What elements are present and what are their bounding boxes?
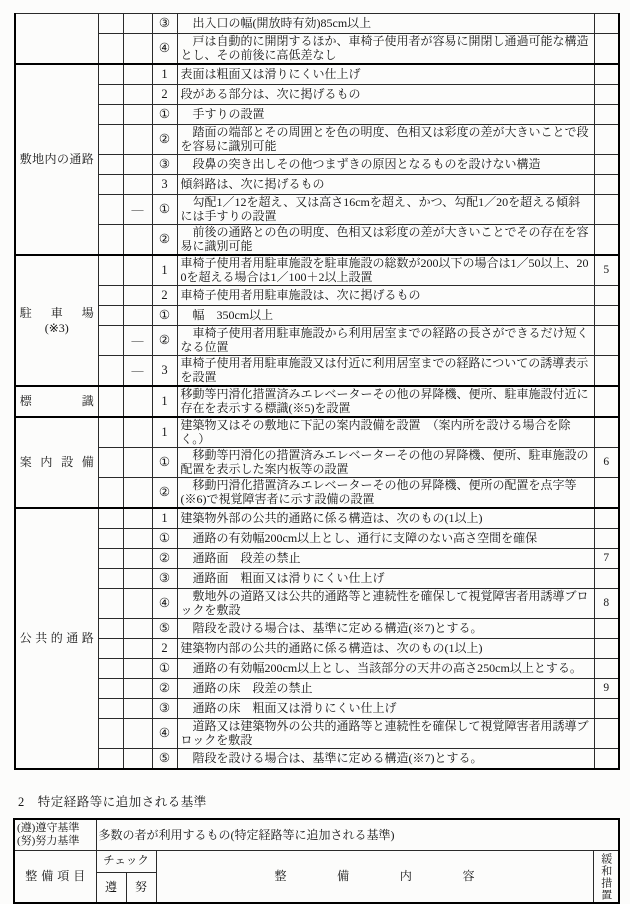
check-compliance-cell — [98, 34, 123, 65]
table-row — [15, 306, 619, 326]
relaxation-number-cell — [594, 749, 619, 770]
check-compliance-cell — [98, 679, 123, 699]
check-compliance-cell — [98, 749, 123, 770]
table-row — [15, 195, 619, 225]
check-effort-cell — [123, 699, 152, 719]
check-compliance-cell — [98, 719, 123, 749]
check-effort-cell — [123, 386, 152, 417]
table-row — [15, 589, 619, 619]
relaxation-number-cell — [594, 659, 619, 679]
relaxation-number-cell: 7 — [594, 549, 619, 569]
requirement-text-cell: 階段を設ける場合は、基準に定める構造(※7)とする。 — [177, 619, 594, 639]
item-number-cell: ④ — [152, 589, 177, 619]
relaxation-number-cell — [594, 478, 619, 509]
check-compliance-cell — [98, 175, 123, 195]
check-effort-cell — [123, 306, 152, 326]
check-compliance-cell — [98, 255, 123, 286]
item-number-cell: 2 — [152, 85, 177, 105]
check-effort-cell — [123, 569, 152, 589]
scope-cell: 多数の者が利用するもの(特定経路等に追加される基準) — [96, 819, 619, 851]
relaxation-number-cell — [594, 14, 619, 34]
check-effort-cell — [123, 125, 152, 155]
item-number-cell: 1 — [152, 64, 177, 85]
requirement-text-cell: 段がある部分は、次に掲げるもの — [177, 85, 594, 105]
requirement-text-cell: 車椅子使用者用駐車施設を駐車施設の総数が200以下の場合は1／50以上、200を超える場合は1／100＋2以上設置 — [177, 255, 594, 286]
check-compliance-cell — [98, 306, 123, 326]
table-row — [15, 225, 619, 256]
item-number-cell: ① — [152, 195, 177, 225]
requirement-text-cell: 敷地外の道路又は公共的通路等と連続性を確保して視覚障害者用誘導ブロックを敷設 — [177, 589, 594, 619]
table-row — [14, 819, 619, 851]
table-row — [15, 448, 619, 478]
relaxation-number-cell — [594, 639, 619, 659]
check-compliance-cell — [98, 529, 123, 549]
item-header-cell — [14, 851, 96, 904]
table-row — [15, 64, 619, 85]
check-compliance-cell — [98, 64, 123, 85]
relaxation-number-cell — [594, 529, 619, 549]
table-row — [15, 639, 619, 659]
check-compliance-cell — [98, 326, 123, 356]
table-row — [15, 417, 619, 448]
relaxation-number-cell: 9 — [594, 679, 619, 699]
requirement-text-cell: 通路の床 粗面又は滑りにくい仕上げ — [177, 699, 594, 719]
item-number-cell: 2 — [152, 286, 177, 306]
check-col-compliance: 遵 — [96, 873, 126, 904]
check-compliance-cell — [98, 14, 123, 34]
item-number-cell: ④ — [152, 719, 177, 749]
requirement-text-cell: 前後の通路との色の明度、色相又は彩度の差が大きいことでその存在を容易に識別可能 — [177, 225, 594, 256]
item-number-cell: ① — [152, 659, 177, 679]
requirement-text-cell: 手すりの設置 — [177, 105, 594, 125]
table-row — [15, 356, 619, 387]
relaxation-number-cell — [594, 306, 619, 326]
requirement-text-cell: 表面は粗面又は滑りにくい仕上げ — [177, 64, 594, 85]
check-effort-cell — [123, 448, 152, 478]
check-effort-cell: ― — [123, 326, 152, 356]
requirement-text-cell: 階段を設ける場合は、基準に定める構造(※7)とする。 — [177, 749, 594, 770]
check-effort-cell — [123, 64, 152, 85]
check-effort-cell — [123, 34, 152, 65]
category-label: 案内設備 — [19, 455, 94, 469]
item-number-cell: ③ — [152, 569, 177, 589]
check-compliance-cell — [98, 569, 123, 589]
relaxation-header-label: 緩和措置 — [599, 852, 612, 901]
item-number-cell: ② — [152, 326, 177, 356]
item-number-cell: ③ — [152, 14, 177, 34]
check-compliance-cell — [98, 225, 123, 256]
requirement-text-cell: 勾配1／12を超え、又は高さ16cmを超え、かつ、勾配1／20を超える傾斜には手すりの設置 — [177, 195, 594, 225]
requirement-text-cell: 通路の床 段差の禁止 — [177, 679, 594, 699]
category-cell — [15, 508, 98, 769]
requirement-text-cell: 車椅子使用者用駐車施設は、次に掲げるもの — [177, 286, 594, 306]
item-number-cell: 1 — [152, 255, 177, 286]
item-number-cell: 3 — [152, 175, 177, 195]
relaxation-number-cell — [594, 34, 619, 65]
table-row — [15, 326, 619, 356]
legend-cell — [14, 819, 96, 851]
relaxation-number-cell — [594, 356, 619, 387]
item-number-cell: ① — [152, 529, 177, 549]
requirement-text-cell: 建築物内部の公共的通路に係る構造は、次のもの(1以上) — [177, 639, 594, 659]
table-row — [15, 549, 619, 569]
table-row — [15, 699, 619, 719]
relaxation-number-cell — [594, 719, 619, 749]
check-effort-cell — [123, 719, 152, 749]
check-compliance-cell — [98, 417, 123, 448]
check-compliance-cell — [98, 195, 123, 225]
table-row — [15, 286, 619, 306]
relaxation-number-cell — [594, 85, 619, 105]
category-cell — [15, 64, 98, 255]
requirement-text-cell: 傾斜路は、次に掲げるもの — [177, 175, 594, 195]
check-compliance-cell — [98, 356, 123, 387]
item-number-cell: 2 — [152, 639, 177, 659]
check-compliance-cell — [98, 448, 123, 478]
item-number-cell: ② — [152, 478, 177, 509]
table-row — [15, 659, 619, 679]
check-effort-cell — [123, 175, 152, 195]
item-number-cell: ② — [152, 125, 177, 155]
relaxation-number-cell — [594, 417, 619, 448]
item-number-cell: ② — [152, 225, 177, 256]
table-row — [15, 85, 619, 105]
relaxation-number-cell: 6 — [594, 448, 619, 478]
content-header-cell — [156, 851, 593, 904]
requirement-text-cell: 段鼻の突き出しその他つまずきの原因となるものを設けない構造 — [177, 155, 594, 175]
table-row — [15, 155, 619, 175]
item-number-cell: 1 — [152, 386, 177, 417]
relaxation-number-cell: 8 — [594, 589, 619, 619]
relaxation-number-cell — [594, 619, 619, 639]
relaxation-number-cell — [594, 569, 619, 589]
check-effort-cell — [123, 679, 152, 699]
check-effort-cell: ― — [123, 356, 152, 387]
requirement-text-cell: 建築物又はその敷地に下記の案内設備を設置 （案内所を設ける場合を除く。） — [177, 417, 594, 448]
table-row — [15, 529, 619, 549]
section-2-title: 2 特定経路等に追加される基準 — [18, 795, 207, 809]
item-number-cell: ① — [152, 105, 177, 125]
check-compliance-cell — [98, 125, 123, 155]
table-row — [15, 719, 619, 749]
check-effort-cell — [123, 225, 152, 256]
item-number-cell: 1 — [152, 508, 177, 529]
check-effort-cell — [123, 478, 152, 509]
check-effort-cell — [123, 155, 152, 175]
check-compliance-cell — [98, 386, 123, 417]
check-effort-cell — [123, 255, 152, 286]
table-row — [14, 851, 619, 873]
check-effort-cell — [123, 14, 152, 34]
relaxation-number-cell — [594, 105, 619, 125]
table-row — [15, 255, 619, 286]
check-compliance-cell — [98, 659, 123, 679]
requirement-text-cell: 出入口の幅(開放時有効)85cm以上 — [177, 14, 594, 34]
item-number-cell: ④ — [152, 34, 177, 65]
relaxation-number-cell — [594, 508, 619, 529]
content-header-label: 整備内容 — [274, 869, 475, 883]
item-number-cell: 3 — [152, 356, 177, 387]
check-compliance-cell — [98, 639, 123, 659]
requirement-text-cell: 道路又は建築物外の公共的通路等と連続性を確保して視覚障害者用誘導ブロックを敷設 — [177, 719, 594, 749]
requirement-text-cell: 通路の有効幅200cm以上とし、通行に支障のない高さ空間を確保 — [177, 529, 594, 549]
check-effort-cell — [123, 508, 152, 529]
check-effort-cell — [123, 549, 152, 569]
check-compliance-cell — [98, 619, 123, 639]
relaxation-number-cell — [594, 225, 619, 256]
check-effort-cell — [123, 749, 152, 770]
item-number-cell: ① — [152, 448, 177, 478]
requirement-text-cell: 通路の有効幅200cm以上とし、当該部分の天井の高さ250cm以上とする。 — [177, 659, 594, 679]
relaxation-number-cell — [594, 175, 619, 195]
table-row — [15, 175, 619, 195]
requirement-text-cell: 踏面の端部とその周囲とを色の明度、色相又は彩度の差が大きいことで段を容易に識別可能 — [177, 125, 594, 155]
table-row — [15, 619, 619, 639]
check-effort-cell — [123, 659, 152, 679]
check-compliance-cell — [98, 155, 123, 175]
requirement-text-cell: 建築物外部の公共的通路に係る構造は、次のもの(1以上) — [177, 508, 594, 529]
check-compliance-cell — [98, 478, 123, 509]
requirement-text-cell: 通路面 段差の禁止 — [177, 549, 594, 569]
legend-line-1: (遵)遵守基準 — [17, 822, 80, 834]
table-row — [15, 14, 619, 34]
check-compliance-cell — [98, 589, 123, 619]
item-number-cell: ⑤ — [152, 749, 177, 770]
check-effort-cell — [123, 105, 152, 125]
check-effort-cell — [123, 639, 152, 659]
table-row — [15, 478, 619, 509]
requirement-text-cell: 移動等円滑化措置済みエレベーターその他の昇降機、便所、駐車施設付近に存在を表示する標識(※5)を設置 — [177, 386, 594, 417]
requirement-text-cell: 移動円滑化措置済みエレベーターその他の昇降機、便所の配置を点字等(※6)で視覚障害者に示す設備の設置 — [177, 478, 594, 509]
relaxation-number-cell — [594, 125, 619, 155]
category-cell — [15, 255, 98, 386]
category-cell — [15, 417, 98, 508]
check-compliance-cell — [98, 85, 123, 105]
check-effort-cell — [123, 619, 152, 639]
relaxation-number-cell — [594, 155, 619, 175]
requirement-text-cell: 移動等円滑化の措置済みエレベーターその他の昇降機、便所、駐車施設の配置を表示した案内板等の設置 — [177, 448, 594, 478]
check-effort-cell: ― — [123, 195, 152, 225]
requirement-text-cell: 車椅子使用者用駐車施設又は付近に利用居室までの経路についての誘導表示を設置 — [177, 356, 594, 387]
item-number-cell: 1 — [152, 417, 177, 448]
check-compliance-cell — [98, 508, 123, 529]
category-label: 駐車場 — [19, 305, 94, 320]
check-effort-cell — [123, 85, 152, 105]
category-label: 公共的通路 — [19, 631, 94, 645]
table-row — [15, 34, 619, 65]
table-row — [15, 749, 619, 770]
relaxation-number-cell: 5 — [594, 255, 619, 286]
relaxation-header-cell — [593, 851, 619, 904]
category-cell — [15, 14, 98, 65]
category-label: 標識 — [19, 394, 94, 408]
criteria-table — [14, 13, 620, 770]
item-number-cell: ⑤ — [152, 619, 177, 639]
check-compliance-cell — [98, 549, 123, 569]
table-row — [15, 105, 619, 125]
check-compliance-cell — [98, 105, 123, 125]
table-row — [15, 679, 619, 699]
check-compliance-cell — [98, 286, 123, 306]
check-header-cell: チェック — [96, 851, 156, 873]
check-compliance-cell — [98, 699, 123, 719]
item-number-cell: ② — [152, 549, 177, 569]
item-number-cell: ① — [152, 306, 177, 326]
table-row — [15, 508, 619, 529]
check-effort-cell — [123, 529, 152, 549]
requirement-text-cell: 幅 350cm以上 — [177, 306, 594, 326]
check-effort-cell — [123, 589, 152, 619]
requirement-text-cell: 通路面 粗面又は滑りにくい仕上げ — [177, 569, 594, 589]
check-effort-cell — [123, 286, 152, 306]
table-row — [15, 569, 619, 589]
relaxation-number-cell — [594, 286, 619, 306]
legend-line-2: (努)努力基準 — [17, 835, 80, 847]
item-number-cell: ② — [152, 679, 177, 699]
relaxation-number-cell — [594, 699, 619, 719]
check-effort-cell — [123, 417, 152, 448]
category-label: 敷地内の通路 — [19, 152, 94, 166]
relaxation-number-cell — [594, 326, 619, 356]
check-col-effort: 努 — [126, 873, 156, 904]
category-note: (※3) — [44, 320, 69, 335]
item-number-cell: ③ — [152, 155, 177, 175]
category-cell — [15, 386, 98, 417]
relaxation-number-cell — [594, 195, 619, 225]
table-row — [15, 386, 619, 417]
relaxation-number-cell — [594, 64, 619, 85]
additional-criteria-header-table — [13, 818, 620, 904]
item-number-cell: ③ — [152, 699, 177, 719]
table-row — [15, 125, 619, 155]
relaxation-number-cell — [594, 386, 619, 417]
item-header-label: 整備項目 — [25, 869, 86, 883]
requirement-text-cell: 車椅子使用者用駐車施設から利用居室までの経路の長さができるだけ短くなる位置 — [177, 326, 594, 356]
requirement-text-cell: 戸は自動的に開閉するほか、車椅子使用者が容易に開閉し通過可能な構造とし、その前後に高低差なし — [177, 34, 594, 65]
